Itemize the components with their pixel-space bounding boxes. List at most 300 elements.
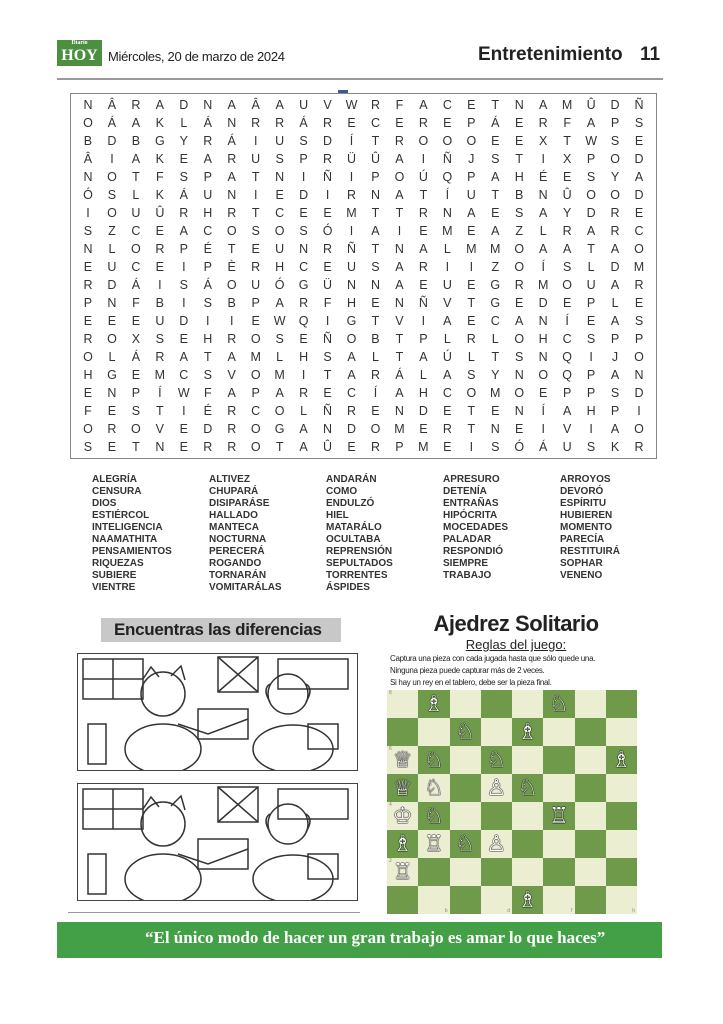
- grid-letter: X: [131, 332, 141, 346]
- chess-piece-b8[interactable]: ♗: [424, 691, 444, 716]
- square-g2[interactable]: [575, 858, 606, 886]
- square-g3[interactable]: [575, 830, 606, 858]
- chess-piece-f4[interactable]: ♖: [549, 803, 569, 828]
- grid-letter: E: [155, 260, 165, 274]
- grid-letter: O: [634, 242, 644, 256]
- grid-letter: E: [562, 170, 572, 184]
- square-b5[interactable]: [418, 774, 449, 802]
- grid-letter: V: [323, 98, 332, 112]
- grid-letter: I: [229, 314, 234, 328]
- grid-letter: R: [155, 242, 165, 256]
- grid-letter: S: [83, 440, 93, 454]
- square-d5[interactable]: [481, 774, 512, 802]
- grid-letter: U: [466, 188, 476, 202]
- grid-letter: W: [177, 386, 190, 400]
- file-label: g: [600, 908, 604, 914]
- square-a8[interactable]: [387, 690, 418, 718]
- grid-letter: R: [227, 206, 237, 220]
- grid-letter: A: [347, 350, 356, 364]
- square-f7[interactable]: [543, 718, 574, 746]
- square-d4[interactable]: [481, 802, 512, 830]
- grid-letter: Á: [131, 278, 141, 292]
- word-list-item: MATARÁLO: [326, 522, 382, 533]
- grid-letter: P: [131, 386, 141, 400]
- square-e4[interactable]: [512, 802, 543, 830]
- square-a4[interactable]: [387, 802, 418, 830]
- page-number: 11: [640, 44, 661, 65]
- grid-letter: F: [132, 296, 140, 310]
- square-c4[interactable]: [450, 802, 481, 830]
- grid-letter: H: [514, 170, 524, 184]
- square-a3[interactable]: [387, 830, 418, 858]
- grid-letter: R: [131, 98, 141, 112]
- square-a2[interactable]: [387, 858, 418, 886]
- word-list-item: SUBIERE: [92, 570, 137, 581]
- square-h1[interactable]: [606, 886, 637, 914]
- grid-letter: K: [155, 188, 165, 202]
- grid-letter: N: [347, 278, 357, 292]
- grid-letter: M: [154, 368, 166, 382]
- square-b1[interactable]: [418, 886, 449, 914]
- grid-letter: Á: [227, 134, 236, 148]
- grid-letter: X: [539, 134, 548, 148]
- square-e3[interactable]: [512, 830, 543, 858]
- grid-letter: A: [347, 368, 356, 382]
- square-g7[interactable]: [575, 718, 606, 746]
- grid-letter: C: [347, 386, 357, 400]
- grid-letter: E: [395, 116, 404, 130]
- grid-letter: N: [370, 188, 380, 202]
- grid-letter: R: [275, 116, 285, 130]
- square-h6[interactable]: [606, 746, 637, 774]
- grid-letter: O: [514, 242, 525, 256]
- grid-letter: A: [203, 152, 212, 166]
- grid-letter: T: [563, 134, 571, 148]
- grid-letter: D: [418, 404, 428, 418]
- grid-letter: N: [299, 242, 309, 256]
- grid-letter: I: [86, 206, 90, 220]
- grid-letter: Û: [586, 98, 596, 112]
- grid-letter: I: [158, 278, 162, 292]
- grid-letter: D: [179, 98, 189, 112]
- grid-letter: E: [179, 152, 188, 166]
- chess-piece-c3[interactable]: ♘: [455, 831, 475, 856]
- square-b2[interactable]: [418, 858, 449, 886]
- square-a6[interactable]: [387, 746, 418, 774]
- square-h3[interactable]: [606, 830, 637, 858]
- grid-letter: P: [299, 152, 308, 166]
- grid-letter: A: [419, 350, 428, 364]
- grid-letter: A: [131, 116, 141, 130]
- square-g8[interactable]: [575, 690, 606, 718]
- square-c7[interactable]: [450, 718, 481, 746]
- chess-piece-h6[interactable]: ♗: [611, 747, 632, 772]
- grid-letter: S: [155, 332, 165, 346]
- grid-letter: N: [514, 98, 524, 112]
- grid-letter: T: [132, 440, 140, 454]
- grid-letter: E: [515, 422, 524, 436]
- chess-piece-a6[interactable]: ♕: [392, 747, 413, 772]
- word-list-item: HIPÓCRITA: [443, 510, 498, 521]
- square-h4[interactable]: [606, 802, 637, 830]
- grid-letter: Q: [442, 170, 453, 184]
- grid-letter: R: [323, 116, 333, 130]
- chess-piece-b5[interactable]: ♘: [424, 775, 444, 800]
- chess-piece-b6[interactable]: ♘: [424, 747, 444, 772]
- word-list-item: PARECÍA: [560, 534, 605, 545]
- square-e2[interactable]: [512, 858, 543, 886]
- grid-letter: G: [490, 296, 501, 310]
- grid-letter: Û: [323, 440, 333, 454]
- square-g4[interactable]: [575, 802, 606, 830]
- chess-piece-d6[interactable]: ♘: [486, 747, 507, 772]
- grid-letter: T: [132, 170, 140, 184]
- grid-letter: S: [371, 260, 380, 274]
- grid-letter: Á: [203, 278, 212, 292]
- grid-letter: E: [347, 440, 356, 454]
- grid-letter: E: [562, 296, 572, 310]
- rules-title: Reglas del juego:: [465, 637, 567, 652]
- grid-letter: C: [179, 368, 189, 382]
- square-b7[interactable]: [418, 718, 449, 746]
- grid-letter: R: [323, 152, 333, 166]
- grid-letter: Á: [179, 188, 188, 202]
- grid-letter: Û: [562, 188, 572, 202]
- grid-letter: H: [299, 350, 309, 364]
- grid-letter: O: [514, 386, 525, 400]
- square-e5[interactable]: [512, 774, 543, 802]
- grid-letter: P: [371, 170, 380, 184]
- grid-letter: A: [419, 242, 428, 256]
- grid-letter: P: [586, 386, 596, 400]
- chess-piece-a4[interactable]: ♔: [392, 803, 413, 828]
- grid-letter: A: [395, 188, 404, 202]
- grid-letter: Í: [541, 404, 545, 418]
- grid-letter: I: [325, 314, 330, 328]
- word-list-item: ESTIÉRCOL: [92, 510, 150, 521]
- grid-letter: I: [349, 224, 354, 238]
- grid-letter: D: [107, 134, 117, 148]
- grid-letter: N: [107, 296, 117, 310]
- square-d8[interactable]: [481, 690, 512, 718]
- chess-piece-b4[interactable]: ♘: [424, 803, 444, 828]
- grid-letter: H: [586, 404, 596, 418]
- grid-letter: N: [83, 242, 93, 256]
- word-list-item: PERECERÁ: [209, 546, 265, 557]
- chess-piece-c7[interactable]: ♘: [455, 719, 475, 744]
- grid-letter: R: [83, 332, 93, 346]
- grid-letter: I: [301, 170, 306, 184]
- chess-piece-e5[interactable]: ♘: [517, 775, 538, 800]
- grid-letter: R: [107, 422, 117, 436]
- grid-letter: D: [586, 206, 596, 220]
- square-d7[interactable]: [481, 718, 512, 746]
- grid-letter: W: [345, 98, 358, 112]
- rank-label: 3: [389, 830, 392, 836]
- grid-letter: S: [299, 224, 308, 238]
- grid-letter: S: [634, 116, 644, 130]
- square-h2[interactable]: [606, 858, 637, 886]
- grid-letter: N: [538, 314, 548, 328]
- grid-letter: I: [182, 260, 186, 274]
- square-e6[interactable]: [512, 746, 543, 774]
- grid-letter: D: [179, 314, 189, 328]
- grid-letter: E: [419, 422, 428, 436]
- grid-letter: I: [469, 260, 474, 274]
- grid-letter: L: [443, 242, 451, 256]
- grid-letter: O: [83, 422, 93, 436]
- grid-letter: R: [347, 404, 357, 418]
- grid-letter: S: [83, 224, 93, 238]
- grid-letter: P: [610, 404, 620, 418]
- grid-letter: L: [611, 296, 619, 310]
- grid-letter: E: [491, 134, 500, 148]
- grid-letter: P: [586, 368, 596, 382]
- grid-letter: A: [562, 404, 572, 418]
- square-d2[interactable]: [481, 858, 512, 886]
- square-f1[interactable]: [543, 886, 574, 914]
- grid-letter: E: [323, 386, 332, 400]
- word-list-item: DIOS: [92, 498, 117, 509]
- grid-letter: N: [203, 98, 213, 112]
- word-list-item: MANTECA: [209, 522, 259, 533]
- grid-letter: A: [491, 224, 500, 238]
- grid-letter: A: [395, 260, 404, 274]
- grid-letter: Ñ: [442, 152, 452, 166]
- grid-letter: L: [300, 404, 308, 418]
- grid-letter: Á: [203, 116, 212, 130]
- square-b3[interactable]: [418, 830, 449, 858]
- chess-piece-e1[interactable]: ♗: [517, 887, 538, 912]
- grid-letter: T: [251, 206, 260, 220]
- grid-letter: E: [323, 260, 332, 274]
- grid-letter: S: [515, 206, 524, 220]
- grid-letter: O: [370, 422, 381, 436]
- grid-letter: F: [156, 170, 164, 184]
- grid-letter: I: [541, 152, 545, 166]
- grid-letter: T: [371, 314, 380, 328]
- grid-letter: P: [83, 296, 93, 310]
- grid-letter: R: [442, 422, 452, 436]
- square-f4[interactable]: [543, 802, 574, 830]
- rank-label: 8: [389, 690, 392, 696]
- grid-letter: A: [275, 386, 284, 400]
- grid-letter: B: [515, 188, 524, 202]
- square-c3[interactable]: [450, 830, 481, 858]
- grid-letter: O: [107, 170, 117, 184]
- grid-letter: Q: [562, 350, 572, 364]
- grid-letter: A: [586, 224, 596, 238]
- square-f5[interactable]: [543, 774, 574, 802]
- grid-letter: I: [589, 422, 593, 436]
- square-a1[interactable]: [387, 886, 418, 914]
- grid-letter: R: [203, 134, 213, 148]
- word-list-item: PALADAR: [443, 534, 492, 545]
- grid-letter: I: [469, 440, 474, 454]
- grid-letter: E: [443, 440, 452, 454]
- grid-letter: M: [537, 278, 549, 292]
- square-d3[interactable]: [481, 830, 512, 858]
- grid-letter: É: [203, 404, 212, 418]
- grid-letter: R: [179, 206, 189, 220]
- grid-letter: S: [610, 134, 620, 148]
- grid-letter: H: [538, 332, 548, 346]
- grid-letter: G: [107, 368, 117, 382]
- square-d1[interactable]: [481, 886, 512, 914]
- grid-letter: O: [610, 152, 620, 166]
- square-h5[interactable]: [606, 774, 637, 802]
- grid-letter: D: [634, 188, 644, 202]
- square-g1[interactable]: [575, 886, 606, 914]
- grid-letter: O: [107, 332, 117, 346]
- grid-letter: P: [467, 170, 476, 184]
- grid-letter: O: [394, 170, 405, 184]
- grid-letter: U: [347, 260, 357, 274]
- square-b6[interactable]: [418, 746, 449, 774]
- chess-piece-a3[interactable]: ♗: [392, 831, 413, 856]
- square-c5[interactable]: [450, 774, 481, 802]
- grid-letter: R: [299, 386, 309, 400]
- grid-letter: T: [203, 350, 212, 364]
- grid-letter: T: [491, 98, 500, 112]
- square-c8[interactable]: [450, 690, 481, 718]
- word-list-item: [560, 582, 660, 594]
- square-f3[interactable]: [543, 830, 574, 858]
- square-c1[interactable]: [450, 886, 481, 914]
- square-g5[interactable]: [575, 774, 606, 802]
- square-a5[interactable]: [387, 774, 418, 802]
- grid-letter: E: [491, 206, 500, 220]
- grid-letter: S: [275, 152, 284, 166]
- grid-letter: H: [418, 386, 428, 400]
- grid-letter: A: [539, 206, 548, 220]
- grid-letter: P: [467, 116, 476, 130]
- grid-letter: M: [250, 350, 261, 364]
- grid-letter: E: [83, 314, 93, 328]
- grid-letter: T: [515, 152, 524, 166]
- square-b8[interactable]: [418, 690, 449, 718]
- square-e8[interactable]: [512, 690, 543, 718]
- grid-letter: A: [562, 242, 572, 256]
- grid-letter: P: [586, 296, 596, 310]
- grid-letter: E: [107, 440, 117, 454]
- square-c6[interactable]: [450, 746, 481, 774]
- grid-letter: R: [227, 422, 237, 436]
- grid-letter: O: [586, 188, 596, 202]
- rule-3: Si hay un rey en el tablero, debe ser la pieza final.: [390, 678, 552, 687]
- square-d6[interactable]: [481, 746, 512, 774]
- grid-letter: S: [299, 134, 308, 148]
- square-e7[interactable]: [512, 718, 543, 746]
- grid-letter: O: [250, 332, 261, 346]
- grid-letter: M: [490, 386, 501, 400]
- grid-letter: O: [610, 188, 620, 202]
- grid-letter: J: [468, 152, 475, 166]
- grid-letter: V: [155, 422, 165, 436]
- grid-letter: C: [370, 116, 380, 130]
- word-list-item: PENSAMIENTOS: [92, 546, 172, 557]
- grid-letter: Ñ: [418, 296, 428, 310]
- chess-piece-d5[interactable]: ♙: [486, 775, 507, 800]
- grid-letter: N: [83, 170, 93, 184]
- grid-letter: R: [610, 206, 620, 220]
- square-f8[interactable]: [543, 690, 574, 718]
- file-label: b: [444, 908, 448, 914]
- grid-letter: I: [301, 368, 306, 382]
- grid-letter: E: [179, 422, 188, 436]
- square-h8[interactable]: [606, 690, 637, 718]
- word-list-item: HIEL: [326, 510, 349, 521]
- grid-letter: N: [514, 404, 524, 418]
- grid-letter: I: [253, 188, 258, 202]
- grid-letter: R: [370, 98, 380, 112]
- grid-letter: I: [421, 314, 426, 328]
- grid-letter: Z: [515, 224, 524, 238]
- chess-piece-e7[interactable]: ♗: [517, 719, 538, 744]
- grid-letter: C: [442, 386, 452, 400]
- grid-letter: M: [418, 440, 429, 454]
- grid-letter: É: [203, 242, 212, 256]
- grid-letter: R: [370, 368, 380, 382]
- chess-piece-d3[interactable]: ♙: [486, 831, 507, 856]
- square-f6[interactable]: [543, 746, 574, 774]
- chess-piece-a5[interactable]: ♕: [392, 775, 413, 800]
- square-a7[interactable]: [387, 718, 418, 746]
- grid-letter: A: [395, 152, 404, 166]
- grid-letter: V: [562, 422, 572, 436]
- grid-letter: O: [274, 404, 285, 418]
- square-b4[interactable]: [418, 802, 449, 830]
- square-f2[interactable]: [543, 858, 574, 886]
- grid-letter: U: [203, 188, 213, 202]
- grid-letter: I: [637, 404, 641, 418]
- grid-letter: E: [586, 314, 596, 328]
- square-e1[interactable]: [512, 886, 543, 914]
- grid-letter: E: [515, 296, 524, 310]
- grid-letter: Û: [155, 206, 165, 220]
- word-list-item: RESPONDIÓ: [443, 546, 504, 557]
- grid-letter: T: [467, 296, 476, 310]
- grid-letter: R: [299, 296, 309, 310]
- grid-letter: A: [299, 440, 308, 454]
- grid-letter: L: [467, 350, 475, 364]
- word-list-item: ANDARÁN: [326, 474, 377, 485]
- chess-piece-a2[interactable]: ♖: [392, 859, 413, 884]
- grid-letter: Í: [445, 188, 450, 202]
- grid-letter: O: [250, 368, 261, 382]
- grid-letter: V: [395, 314, 404, 328]
- file-label: e: [538, 908, 542, 914]
- grid-letter: E: [491, 404, 500, 418]
- chess-piece-b3[interactable]: ♖: [424, 831, 444, 856]
- differences-title: Encuentras las diferencias: [101, 618, 341, 642]
- word-list-item: ESPÍRITU: [560, 498, 607, 509]
- square-h7[interactable]: [606, 718, 637, 746]
- square-c2[interactable]: [450, 858, 481, 886]
- grid-letter: Á: [395, 368, 404, 382]
- grid-letter: R: [155, 350, 165, 364]
- grid-letter: Í: [349, 134, 354, 148]
- grid-letter: S: [562, 260, 572, 274]
- grid-letter: Á: [299, 116, 308, 130]
- grid-letter: T: [227, 242, 236, 256]
- chess-piece-f8[interactable]: ♘: [549, 691, 569, 716]
- grid-letter: S: [323, 350, 332, 364]
- grid-letter: U: [275, 134, 285, 148]
- grid-letter: B: [227, 296, 236, 310]
- square-g6[interactable]: [575, 746, 606, 774]
- word-list-item: MOCEDADES: [443, 522, 509, 533]
